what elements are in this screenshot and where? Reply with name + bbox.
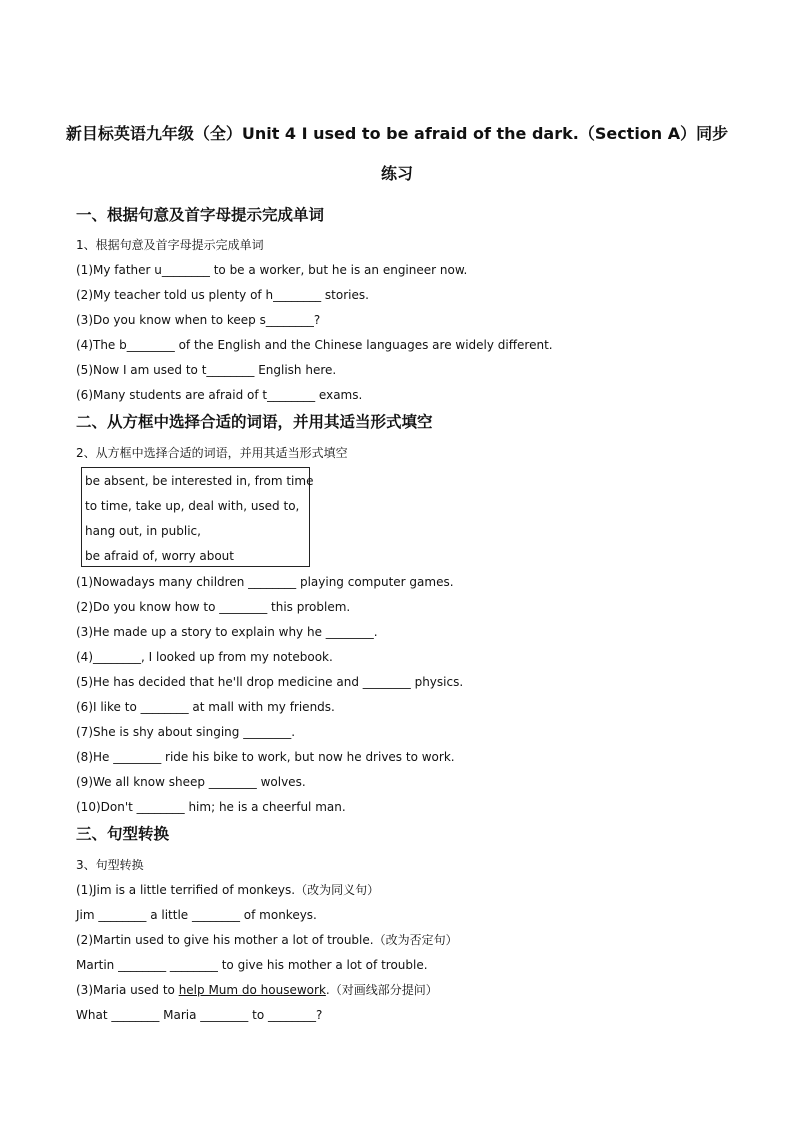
question-title-3: 3、句型转换 xyxy=(76,858,144,872)
transform-item: (1)Jim is a little terrified of monkeys.（改为同义句） xyxy=(76,883,380,897)
blank-item: (2)My teacher told us plenty of h________ stories. xyxy=(76,288,369,302)
blank-item: (1)My father u________ to be a worker, but he is an engineer now. xyxy=(76,263,468,277)
blank-item: (9)We all know sheep ________ wolves. xyxy=(76,775,306,789)
blank-item: (4)The b________ of the English and the Chinese languages are widely different. xyxy=(76,338,553,352)
blank-item: (3)He made up a story to explain why he ________. xyxy=(76,625,378,639)
blank-item: (8)He ________ ride his bike to work, but now he drives to work. xyxy=(76,750,455,764)
blank-item: (3)Do you know when to keep s________? xyxy=(76,313,321,327)
blank-item: (10)Don't ________ him; he is a cheerful man. xyxy=(76,800,346,814)
question-title-1: 1、根据句意及首字母提示完成单词 xyxy=(76,238,264,252)
section-heading-2: 二、从方框中选择合适的词语，并用其适当形式填空 xyxy=(76,413,433,431)
word-bank-box xyxy=(81,467,314,567)
transform-item-prefix: (3)Maria used to xyxy=(76,983,179,997)
blank-item: (4)________, I looked up from my notebook. xyxy=(76,650,333,664)
blank-item: (2)Do you know how to ________ this problem. xyxy=(76,600,351,614)
transform-answer: What ________ Maria ________ to ________? xyxy=(76,1008,323,1022)
transform-answer: Jim ________ a little ________ of monkeys. xyxy=(76,908,317,922)
question-title-2: 2、从方框中选择合适的词语，并用其适当形式填空 xyxy=(76,446,348,460)
transform-item: (2)Martin used to give his mother a lot of trouble.（改为否定句） xyxy=(76,933,458,947)
transform-item-underlined xyxy=(76,982,438,998)
worksheet-title-line1: 新目标英语九年级（全）Unit 4 I used to be afraid of the dark.（Section A）同步 xyxy=(65,124,729,143)
blank-item: (5)Now I am used to t________ English here. xyxy=(76,363,337,377)
blank-item: (6)Many students are afraid of t________ exams. xyxy=(76,388,363,402)
blank-item: (5)He has decided that he'll drop medicine and ________ physics. xyxy=(76,675,464,689)
blank-item: (1)Nowadays many children ________ playing computer games. xyxy=(76,575,454,589)
section-heading-3: 三、句型转换 xyxy=(76,825,170,843)
word-bank-line: hang out, in public, xyxy=(85,524,201,538)
underlined-phrase: help Mum do housework xyxy=(178,983,326,997)
transform-answer: Martin ________ ________ to give his mother a lot of trouble. xyxy=(76,958,428,972)
section-heading-1: 一、根据句意及首字母提示完成单词 xyxy=(76,206,325,224)
blank-item: (6)I like to ________ at mall with my friends. xyxy=(76,700,335,714)
word-bank-line: to time, take up, deal with, used to, xyxy=(85,499,300,513)
blank-item: (7)She is shy about singing ________. xyxy=(76,725,296,739)
word-bank-line: be afraid of, worry about xyxy=(85,549,234,563)
worksheet-title-line2: 练习 xyxy=(380,164,413,183)
word-bank-line: be absent, be interested in, from time xyxy=(85,474,314,488)
transform-item-suffix: .（对画线部分提问） xyxy=(325,983,438,997)
